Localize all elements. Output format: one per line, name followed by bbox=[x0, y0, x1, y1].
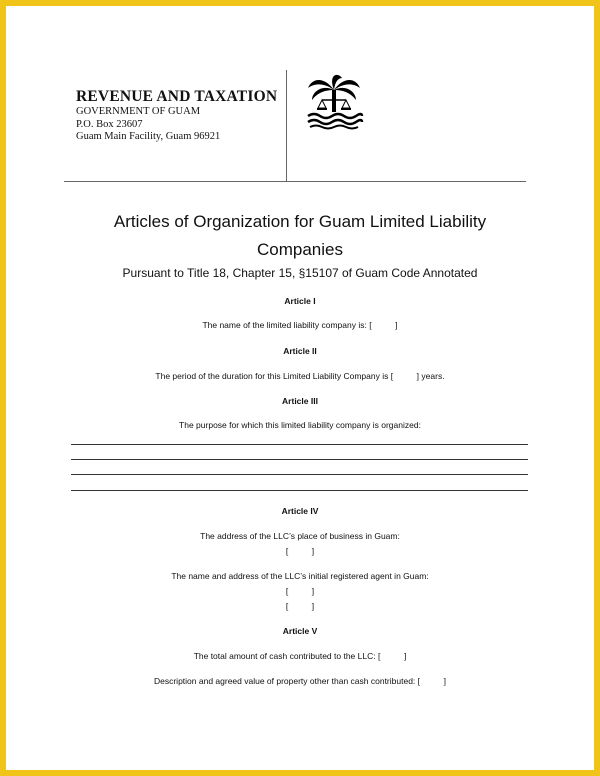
article2-text: The period of the duration for this Limited Liability Company is [ ] years. bbox=[155, 371, 445, 381]
article4-agent-field-1: [ ] bbox=[285, 586, 315, 596]
agency-header bbox=[76, 88, 277, 144]
article5-cash-text: The total amount of cash contributed to the LLC: [ ] bbox=[193, 651, 407, 661]
document-page bbox=[6, 6, 594, 770]
purpose-line-2 bbox=[71, 459, 528, 460]
purpose-line-3 bbox=[71, 474, 528, 475]
facility-address: Guam Main Facility, Guam 96921 bbox=[76, 131, 221, 142]
article4-address-field: [ ] bbox=[285, 546, 315, 556]
purpose-line-4 bbox=[71, 490, 528, 491]
government-name: GOVERNMENT OF GUAM bbox=[76, 106, 201, 117]
document-title-line2: Companies bbox=[257, 240, 343, 259]
agency-name: REVENUE AND TAXATION bbox=[76, 88, 278, 105]
article4-agent-field-2: [ ] bbox=[285, 601, 315, 611]
guam-seal-icon bbox=[302, 70, 366, 130]
article2-heading: Article II bbox=[283, 346, 317, 356]
header-divider-vertical bbox=[286, 70, 287, 182]
article3-text: The purpose for which this limited liability company is organized: bbox=[179, 420, 421, 430]
document-title-line1: Articles of Organization for Guam Limited Liability bbox=[113, 212, 487, 231]
purpose-line-1 bbox=[71, 444, 528, 445]
article1-text: The name of the limited liability company is: [ ] bbox=[202, 320, 398, 330]
article1-heading: Article I bbox=[284, 296, 316, 306]
article3-heading: Article III bbox=[282, 396, 318, 406]
article4-agent-label: The name and address of the LLC’s initial registered agent in Guam: bbox=[171, 571, 429, 581]
article5-property-text: Description and agreed value of property other than cash contributed: [ ] bbox=[153, 676, 446, 686]
article4-address-label: The address of the LLC’s place of business in Guam: bbox=[200, 531, 400, 541]
article4-heading: Article IV bbox=[281, 506, 319, 516]
po-box: P.O. Box 23607 bbox=[76, 118, 143, 130]
article5-heading: Article V bbox=[282, 626, 318, 636]
header-divider-horizontal bbox=[64, 181, 526, 182]
document-subtitle: Pursuant to Title 18, Chapter 15, §15107 of Guam Code Annotated bbox=[122, 266, 478, 280]
